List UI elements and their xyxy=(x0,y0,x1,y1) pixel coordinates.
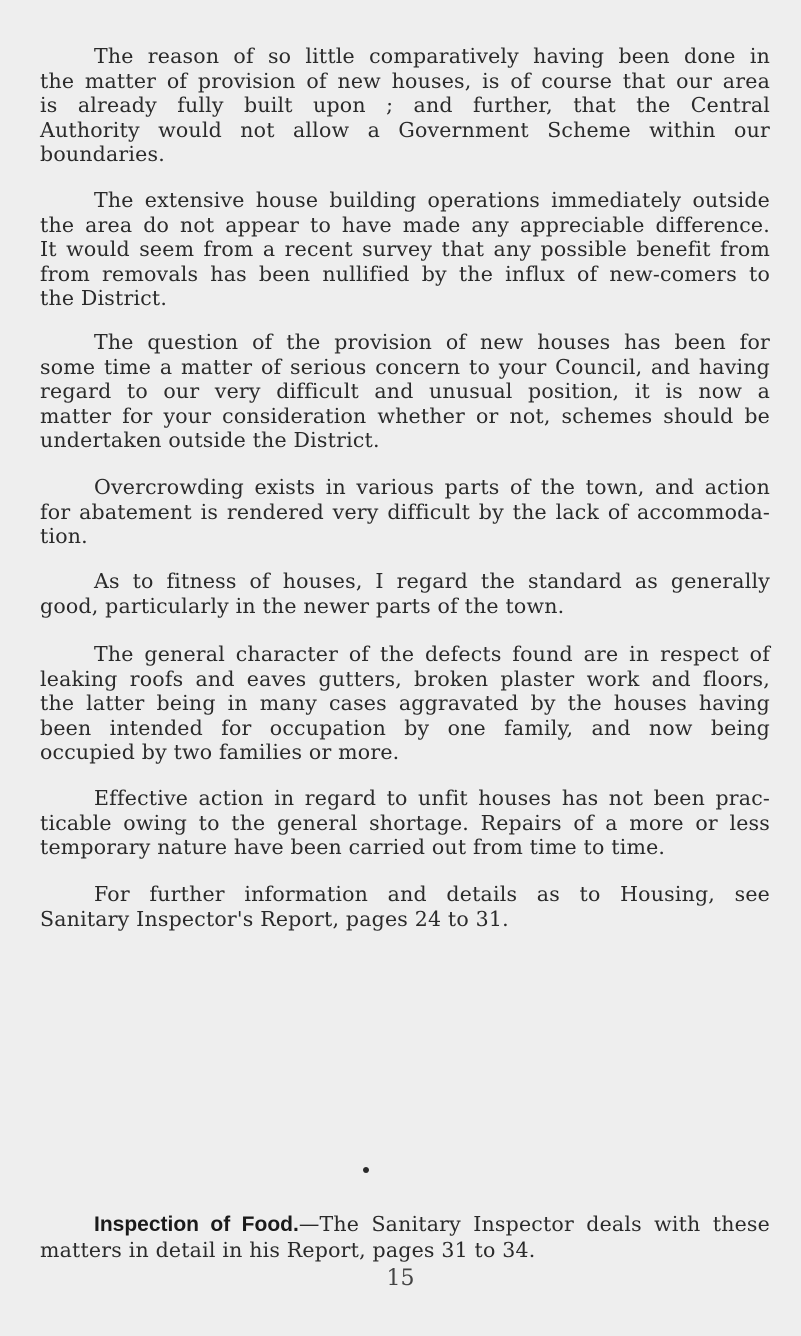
paragraph-defects xyxy=(40,642,770,765)
text-line: the latter being in many cases aggravated by the houses having xyxy=(40,691,770,715)
text-line: matters in detail in his Report, pages 31 to 34. xyxy=(40,1237,536,1262)
text-line: tion. xyxy=(40,524,88,548)
paragraph-building-operations xyxy=(40,188,770,311)
page-number: 15 xyxy=(386,1266,415,1291)
text-line: is already fully built upon ; and further, that the Central xyxy=(40,93,770,117)
paragraph-fitness xyxy=(40,569,770,618)
paragraph-overcrowding xyxy=(40,475,770,549)
bullet-dot xyxy=(363,1167,369,1173)
text-line: the District. xyxy=(40,286,168,310)
text-line: The reason of so little comparatively having been done in xyxy=(94,44,770,68)
paragraph-unfit-houses xyxy=(40,786,770,860)
text-line-rest: —The Sanitary Inspector deals with these xyxy=(298,1212,770,1236)
text-line: from removals has been nullified by the influx of new-comers to xyxy=(40,261,770,286)
text-line: boundaries. xyxy=(40,142,165,166)
text-line: The extensive house building operations immediately outside xyxy=(94,188,770,212)
text-line: occupied by two families or more. xyxy=(40,740,400,764)
text-line: leaking roofs and eaves gutters, broken plaster work and floors, xyxy=(40,666,770,691)
text-line: It would seem from a recent survey that any possible benefit from xyxy=(40,237,770,261)
paragraph-further-information xyxy=(40,882,770,931)
text-line: Sanitary Inspector's Report, pages 24 to 31. xyxy=(40,906,509,931)
text-line: been intended for occupation by one family, and now being xyxy=(40,715,770,740)
text-line: undertaken outside the District. xyxy=(40,428,380,452)
text-line: the area do not appear to have made any appreciable difference. xyxy=(40,212,770,237)
paragraph-housing-reason xyxy=(40,44,770,167)
text-line: Effective action in regard to unfit houses has not been prac- xyxy=(94,786,770,810)
text-line: matter for your consideration whether or not, schemes should be xyxy=(40,403,770,428)
text-line: for abatement is rendered very difficult by the lack of accommoda- xyxy=(40,499,770,524)
section-heading: Inspection of Food. xyxy=(94,1213,299,1236)
text-line: some time a matter of serious concern to your Council, and having xyxy=(40,354,770,379)
text-line: Authority would not allow a Government Scheme within our xyxy=(40,117,770,142)
text-line xyxy=(40,1212,770,1238)
text-line: Overcrowding exists in various parts of the town, and action xyxy=(94,475,770,499)
text-line: good, particularly in the newer parts of the town. xyxy=(40,593,565,618)
text-line: temporary nature have been carried out from time to time. xyxy=(40,835,666,859)
text-line: the matter of provision of new houses, is of course that our area xyxy=(40,68,770,93)
text-line: The general character of the defects found are in respect of xyxy=(94,642,770,666)
paragraph-provision-question xyxy=(40,330,770,453)
text-line: regard to our very difficult and unusual position, it is now a xyxy=(40,379,770,403)
text-line: For further information and details as to Housing, see xyxy=(94,882,770,906)
text-line: ticable owing to the general shortage. Repairs of a more or less xyxy=(40,810,770,835)
text-line: The question of the provision of new houses has been for xyxy=(94,330,770,354)
paragraph-inspection-of-food xyxy=(40,1212,770,1262)
text-line: As to fitness of houses, I regard the standard as generally xyxy=(94,569,770,593)
